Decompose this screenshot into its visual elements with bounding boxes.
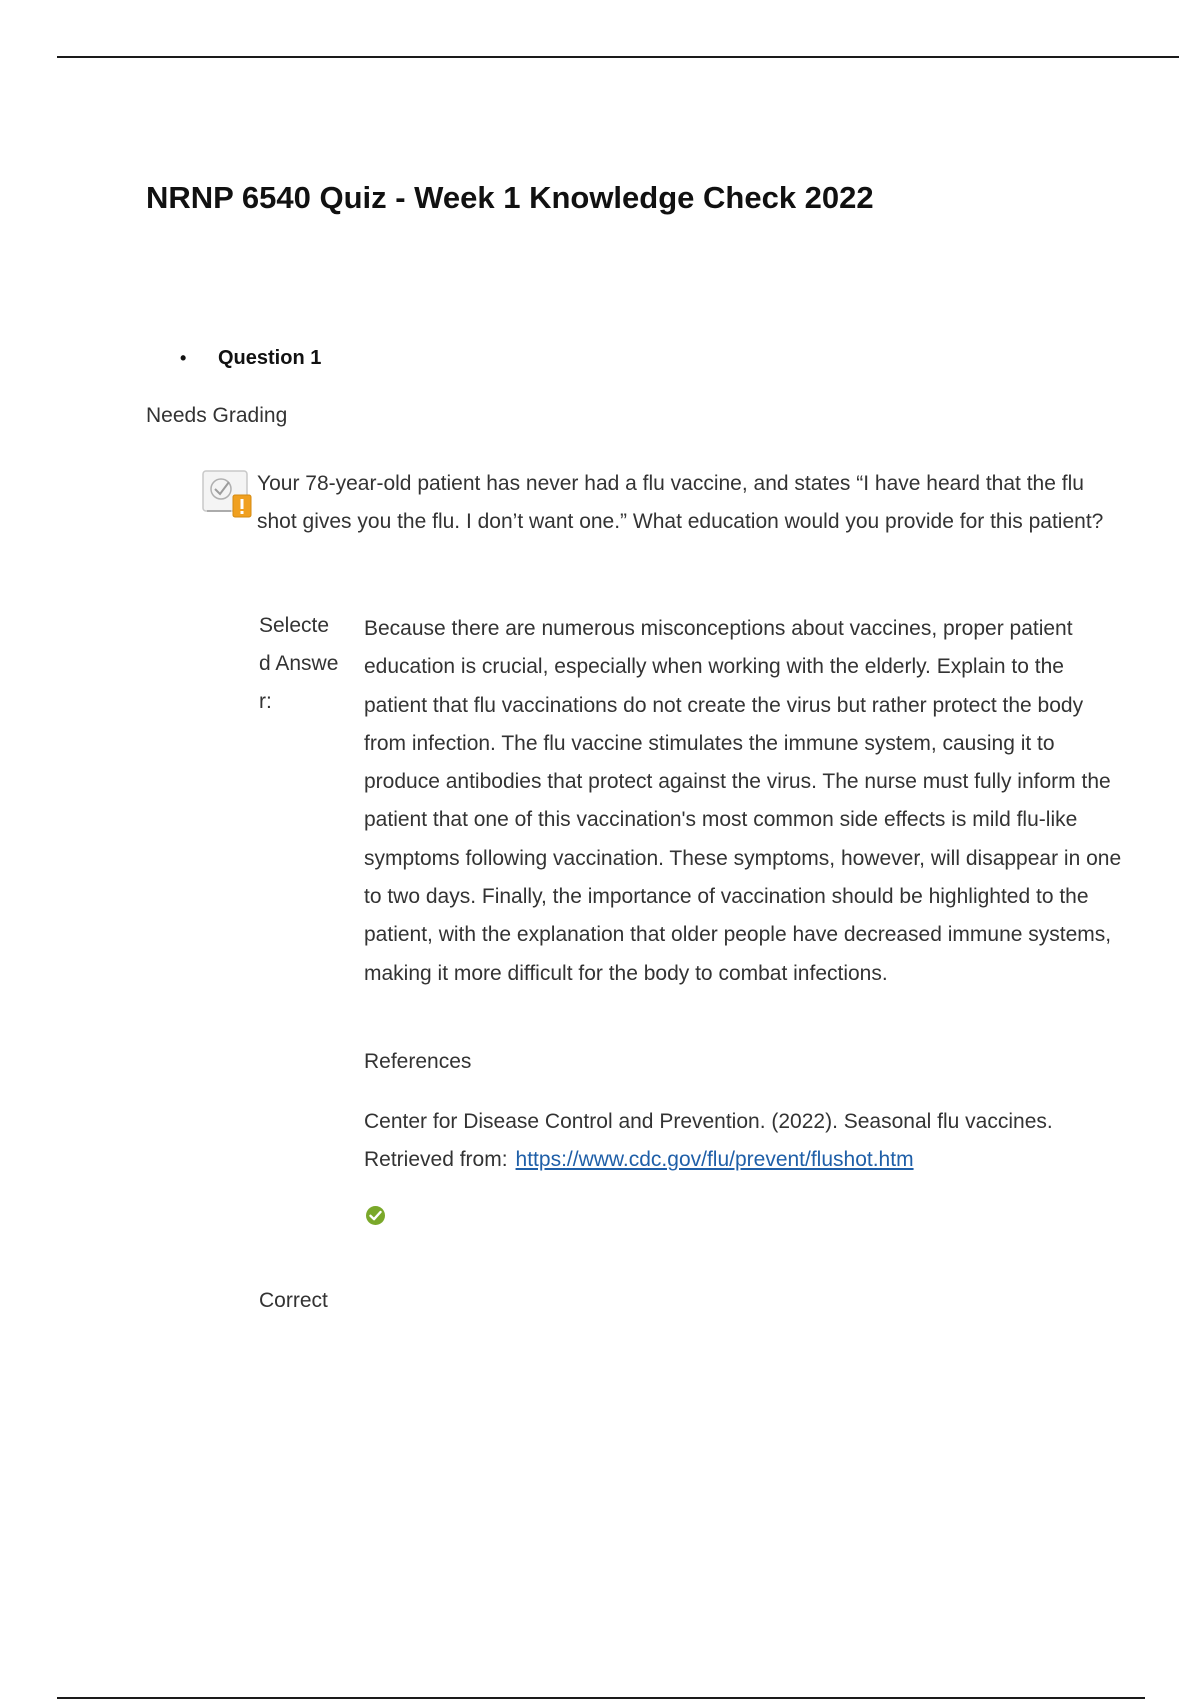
bottom-rule [57, 1697, 1145, 1699]
check-circle-icon [365, 1205, 386, 1226]
selected-answer-text [364, 610, 1124, 993]
question-label: Question 1 [218, 347, 322, 369]
reference-link[interactable]: https://www.cdc.gov/flu/prevent/flushot.htm [515, 1148, 914, 1171]
reference-entry [364, 1103, 1124, 1179]
list-bullet: • [180, 348, 187, 368]
question-heading [180, 347, 321, 370]
page-title: NRNP 6540 Quiz - Week 1 Knowledge Check 2022 [146, 180, 874, 215]
question-text: Your 78-year-old patient has never had a flu vaccine, and states “I have heard that the flu shot gives you the flu. I don’t want one.” What education would you provide for this patient? [257, 472, 1104, 533]
reference-citation: Center for Disease Control and Prevention. (2022). Seasonal flu vaccines. Retrieved from: [364, 1110, 1053, 1171]
references-heading: References [364, 1050, 472, 1073]
needs-grading-icon [201, 467, 253, 519]
result-label: Correct [259, 1289, 328, 1312]
top-rule [57, 56, 1179, 58]
selected-answer-label: Selected Answer: [259, 614, 339, 713]
grading-status: Needs Grading [146, 404, 288, 427]
answer-paragraph: Because there are numerous misconceptions about vaccines, proper patient education is crucial, especially when working with the elderly. Explain to the patient that flu vaccinations do not create the virus but rather protect the body from infection. The flu vaccine stimulates the immune system, causing it to produce antibodies that protect against the virus. The nurse must fully inform the patient that one of this vaccination's most common side effects is mild flu-like symptoms following vaccination. These symptoms, however, will disappear in one to two days. Finally, the importance of vaccination should be highlighted to the patient, with the explanation that older people have decreased immune systems, making it more difficult for the body to combat infections. [364, 617, 1122, 985]
